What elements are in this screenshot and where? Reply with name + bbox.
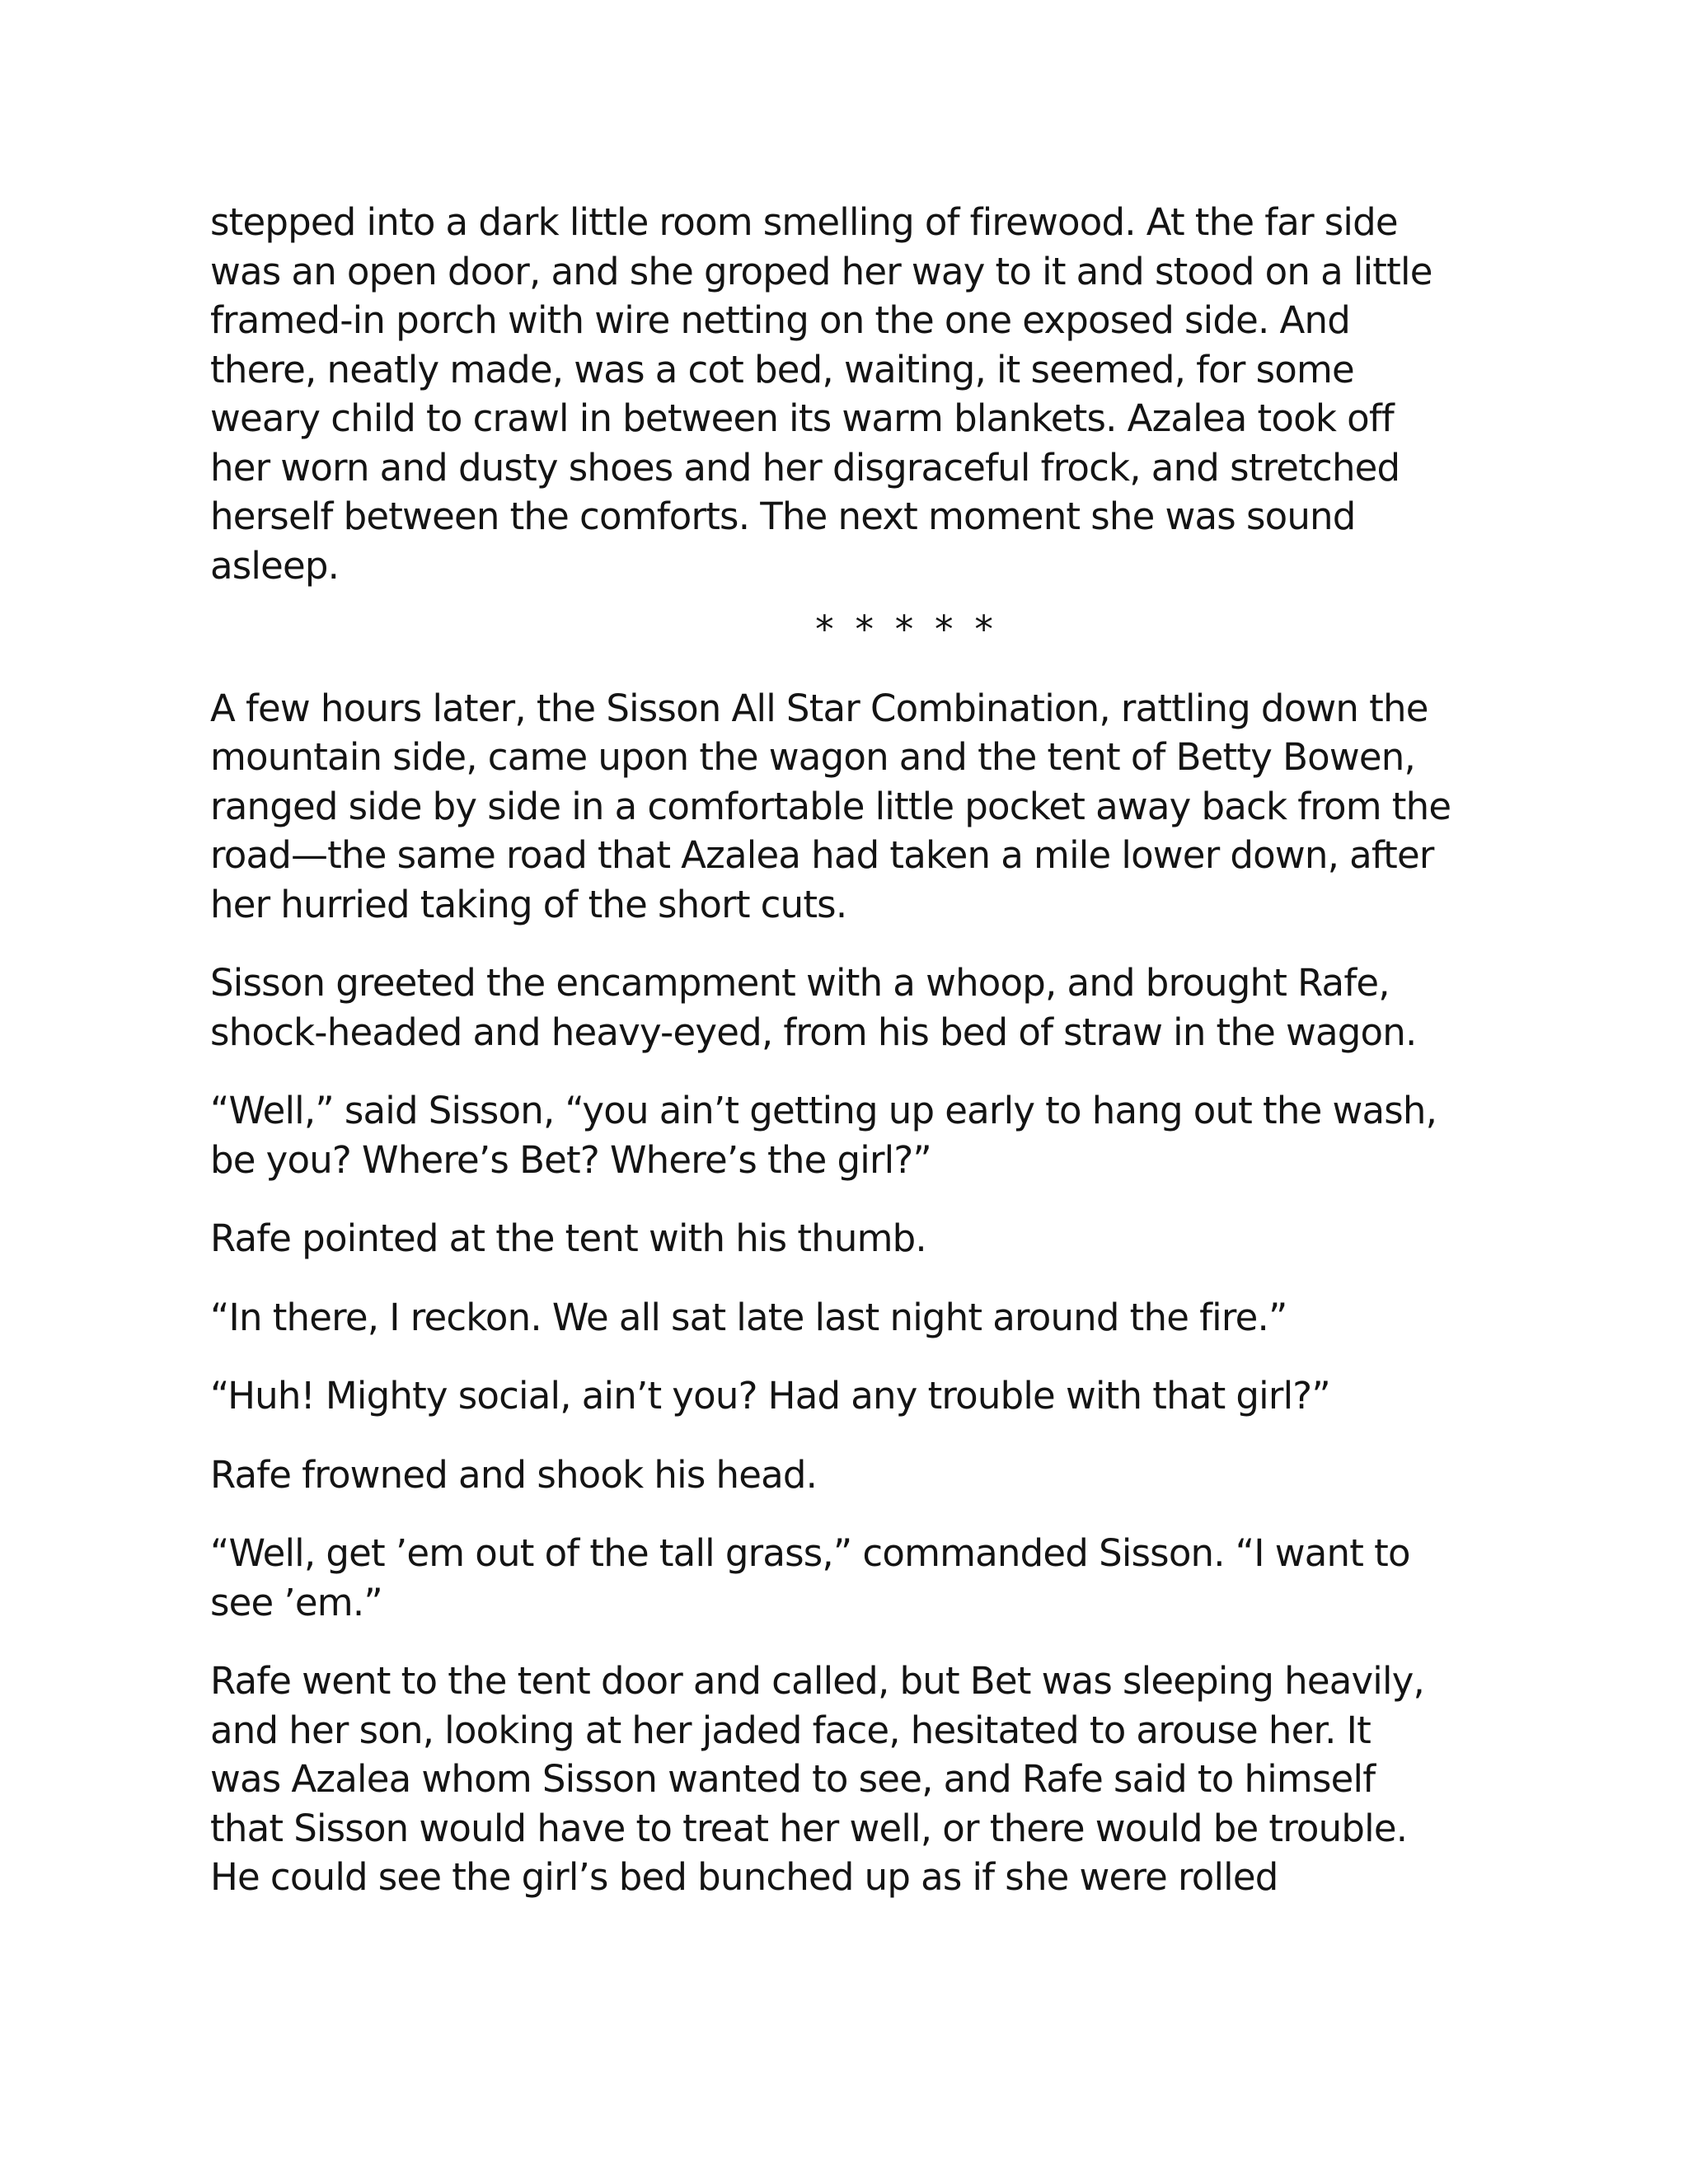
text-line: “Well,” said Sisson, “you ain’t getting up early to hang out the wash, xyxy=(210,1089,1437,1132)
section-break: * * * * * xyxy=(815,607,998,651)
text-line: be you? Where’s Bet? Where’s the girl?” xyxy=(210,1137,931,1182)
text-line: ranged side by side in a comfortable little pocket away back from the xyxy=(210,784,1451,828)
paragraph xyxy=(210,958,1512,1057)
text-line: was an open door, and she groped her way to it and stood on a little xyxy=(210,249,1432,293)
text-line: herself between the comforts. The next moment she was sound xyxy=(210,494,1356,538)
text-line: was Azalea whom Sisson wanted to see, and Rafe said to himself xyxy=(210,1757,1376,1801)
text-line: there, neatly made, was a cot bed, waiting, it seemed, for some xyxy=(210,347,1354,391)
text-line: her worn and dusty shoes and her disgraceful frock, and stretched xyxy=(210,445,1400,490)
text-line: He could see the girl’s bed bunched up as if she were rolled xyxy=(210,1855,1278,1899)
text-line: Sisson greeted the encampment with a whoop, and brought Rafe, xyxy=(210,961,1390,1005)
document-page xyxy=(210,198,1512,1932)
text-line: framed-in porch with wire netting on the one exposed side. And xyxy=(210,298,1350,342)
text-line: “Well, get ’em out of the tall grass,” commanded Sisson. “I want to xyxy=(210,1531,1410,1575)
text-line: mountain side, came upon the wagon and the tent of Betty Bowen, xyxy=(210,735,1415,779)
paragraph xyxy=(210,1293,1512,1343)
text-line: road—the same road that Azalea had taken a mile lower down, after xyxy=(210,833,1434,877)
text-line: that Sisson would have to treat her well, or there would be trouble. xyxy=(210,1806,1408,1850)
text-line: weary child to crawl in between its warm blankets. Azalea took off xyxy=(210,396,1394,440)
paragraph xyxy=(210,1214,1512,1263)
text-line: Rafe pointed at the tent with his thumb. xyxy=(210,1216,926,1260)
text-line: and her son, looking at her jaded face, hesitated to arouse her. It xyxy=(210,1708,1371,1752)
text-line: see ’em.” xyxy=(210,1580,382,1624)
paragraph xyxy=(210,684,1512,930)
paragraph xyxy=(210,198,1512,590)
text-line: Rafe went to the tent door and called, but Bet was sleeping heavily, xyxy=(210,1659,1425,1703)
paragraph xyxy=(210,1529,1512,1627)
text-line: shock-headed and heavy-eyed, from his bed of straw in the wagon. xyxy=(210,1010,1417,1054)
text-line: stepped into a dark little room smelling of firewood. At the far side xyxy=(210,200,1398,244)
text-line: asleep. xyxy=(210,543,340,588)
paragraph xyxy=(210,1086,1512,1184)
paragraph xyxy=(210,1657,1512,1902)
text-line: Rafe frowned and shook his head. xyxy=(210,1452,818,1497)
paragraph xyxy=(210,1371,1512,1421)
text-line: “Huh! Mighty social, ain’t you? Had any trouble with that girl?” xyxy=(210,1374,1330,1418)
paragraph xyxy=(210,1451,1512,1500)
text-line: A few hours later, the Sisson All Star Combination, rattling down the xyxy=(210,686,1428,730)
text-line: her hurried taking of the short cuts. xyxy=(210,882,847,926)
text-line: “In there, I reckon. We all sat late last night around the fire.” xyxy=(210,1295,1287,1339)
